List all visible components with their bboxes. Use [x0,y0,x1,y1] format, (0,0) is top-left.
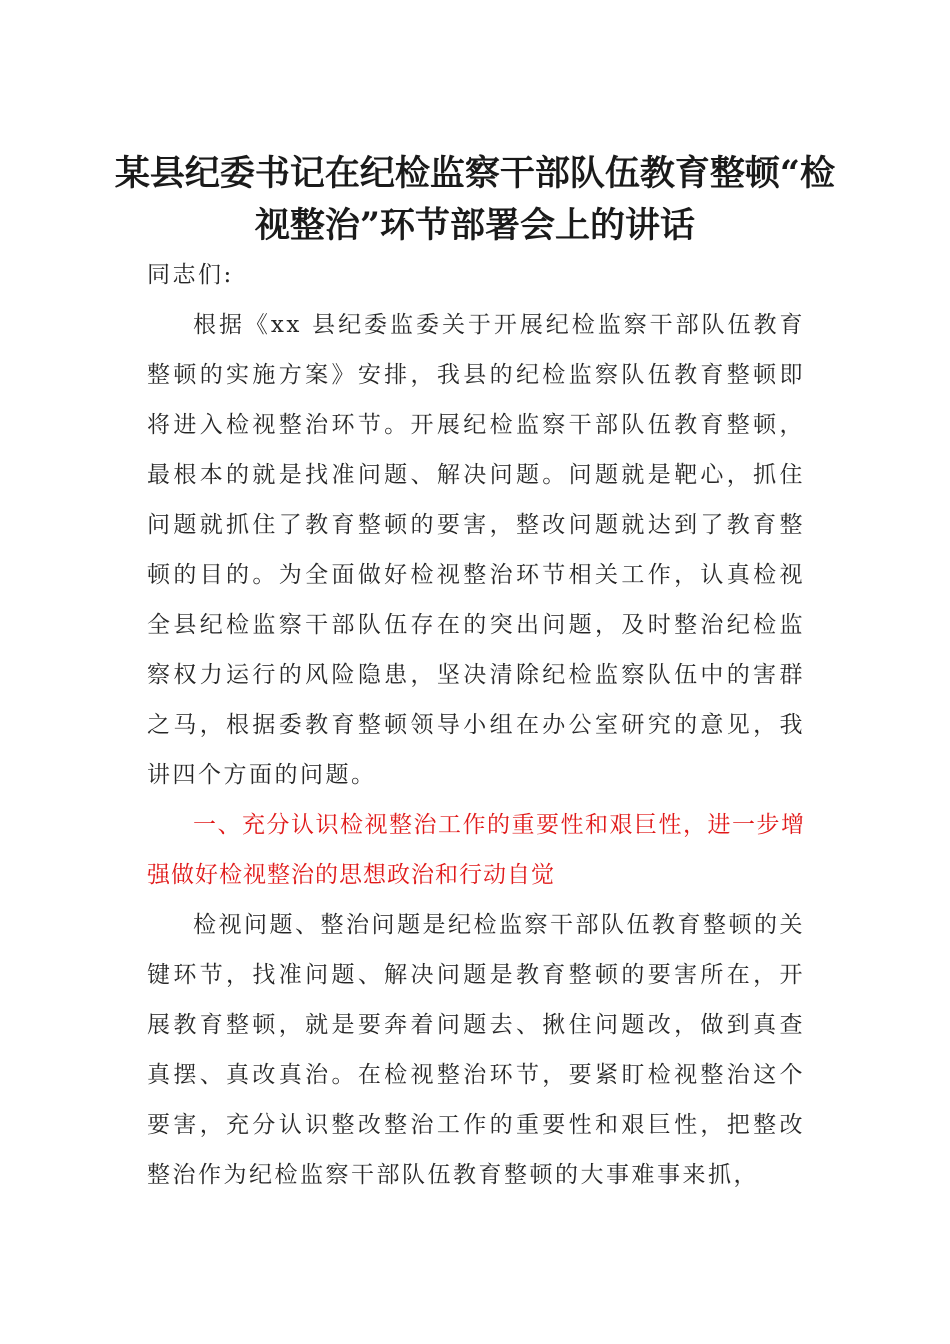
document-title: 某县纪委书记在纪检监察干部队伍教育整顿“检视整治”环节部署会上的讲话 [114,153,836,246]
section-paragraph: 检视问题、整治问题是纪检监察干部队伍教育整顿的关键环节，找准问题、解决问题是教育整顿的要害所在，开展教育整顿，就是要奔着问题去、揪住问题改，做到真查真摆、真改真治。在检视整治环节，要紧盯检视整治这个要害，充分认识整改整治工作的重要性和艰巨性，把整改整治作为纪检监察干部队伍教育整顿的大事难事来抓， [147,912,805,1188]
salutation: 同志们: [147,262,234,288]
body-paragraph: 根据《xx 县纪委监委关于开展纪检监察干部队伍教育整顿的实施方案》安排，我县的纪检监察队伍教育整顿即将进入检视整治环节。开展纪检监察干部队伍教育整顿，最根本的就是找准问题、解决问题。问题就是靶心，抓住问题就抓住了教育整顿的要害，整改问题就达到了教育整顿的目的。为全面做好检视整治环节相关工作，认真检视全县纪检监察干部队伍存在的突出问题，及时整治纪检监察权力运行的风险隐患，坚决清除纪检监察队伍中的害群之马，根据委教育整顿领导小组在办公室研究的意见，我讲四个方面的问题。 [147,312,805,788]
document-body [147,250,805,1200]
section-heading: 一、充分认识检视整治工作的重要性和艰巨性，进一步增强做好检视整治的思想政治和行动自觉 [147,812,805,888]
